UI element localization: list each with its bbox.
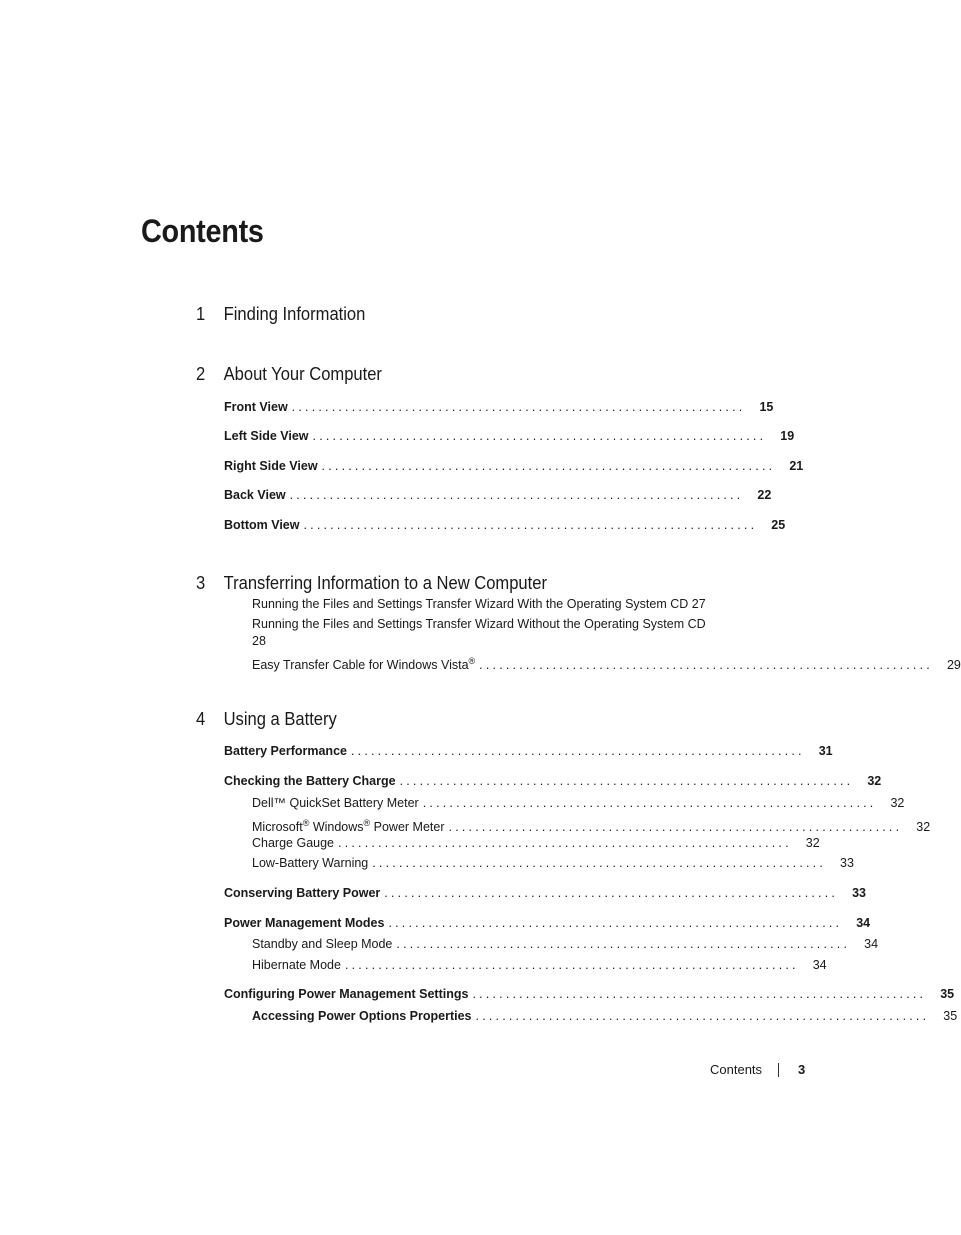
toc-entry-label: Dell™ QuickSet Battery Meter bbox=[252, 796, 419, 810]
toc-entry-battery-performance[interactable] bbox=[224, 744, 833, 759]
toc-entry-label: Microsoft® Windows® Power Meter bbox=[252, 818, 445, 835]
toc-entry-label: Right Side View bbox=[224, 459, 318, 473]
toc-entry-page: 35 bbox=[943, 1009, 958, 1023]
chapter-number: 2 bbox=[196, 364, 206, 384]
chapter-title: About Your Computer bbox=[223, 364, 382, 384]
dot-leader: .................................................................... bbox=[344, 958, 799, 972]
dot-leader: .................................................................... bbox=[372, 856, 827, 870]
dot-leader: .................................................................... bbox=[291, 400, 746, 414]
toc-entry-page: 25 bbox=[771, 518, 786, 532]
dot-leader: .................................................................... bbox=[350, 744, 805, 758]
footer-page-number: 3 bbox=[798, 1062, 806, 1077]
toc-entry-page: 22 bbox=[757, 488, 772, 502]
toc-entry-page: 28 bbox=[252, 634, 266, 648]
chapter-heading-4[interactable] bbox=[196, 709, 674, 730]
toc-entry-right-side-view[interactable] bbox=[224, 459, 804, 474]
dot-leader: .................................................................... bbox=[479, 658, 933, 673]
toc-entry-label: Power Management Modes bbox=[224, 916, 385, 930]
toc-entry-page: 31 bbox=[818, 744, 833, 758]
toc-entry-label: Front View bbox=[224, 400, 288, 414]
toc-entry-page: 34 bbox=[812, 958, 827, 972]
chapter-number: 3 bbox=[196, 573, 206, 593]
toc-entry-conserving-battery-power[interactable] bbox=[224, 886, 866, 901]
toc-entry-label: Back View bbox=[224, 488, 286, 502]
toc-entry-transfer-with-cd[interactable]: Running the Files and Settings Transfer Wizard With the Operating System CD 27 bbox=[252, 597, 706, 611]
toc-entry-hibernate-mode[interactable] bbox=[252, 958, 827, 973]
toc-entry-page: 32 bbox=[890, 796, 905, 810]
footer-section-label: Contents bbox=[710, 1062, 763, 1077]
toc-entry-page: 32 bbox=[867, 774, 882, 788]
toc-entry-page: 32 bbox=[916, 820, 931, 835]
registered-mark: ® bbox=[468, 656, 476, 666]
dot-leader: .................................................................... bbox=[399, 774, 854, 788]
toc-entry-label: Easy Transfer Cable for Windows Vista® bbox=[252, 656, 476, 673]
toc-entry-quickset-battery-meter[interactable] bbox=[252, 796, 905, 811]
chapter-heading-2[interactable] bbox=[196, 364, 674, 385]
toc-entry-label: Standby and Sleep Mode bbox=[252, 937, 393, 951]
toc-entry-page: 32 bbox=[805, 836, 820, 850]
dot-leader: .................................................................... bbox=[321, 459, 776, 473]
toc-entry-page: 29 bbox=[946, 658, 961, 673]
toc-entry-back-view[interactable] bbox=[224, 488, 772, 503]
toc-entry-label: Low-Battery Warning bbox=[252, 856, 369, 870]
toc-entry-low-battery-warning[interactable] bbox=[252, 856, 854, 871]
footer-divider bbox=[778, 1063, 779, 1077]
toc-entry-label: Hibernate Mode bbox=[252, 958, 341, 972]
dot-leader: .................................................................... bbox=[338, 836, 792, 850]
toc-entry-left-side-view[interactable] bbox=[224, 429, 795, 444]
toc-entry-bottom-view[interactable] bbox=[224, 518, 786, 533]
toc-entry-accessing-power-options[interactable] bbox=[252, 1009, 958, 1024]
toc-entry-configuring-power-settings[interactable] bbox=[224, 987, 955, 1002]
toc-entry-front-view[interactable] bbox=[224, 400, 774, 415]
toc-entry-label: Conserving Battery Power bbox=[224, 886, 381, 900]
dot-leader: .................................................................... bbox=[448, 820, 903, 835]
toc-entry-page: 34 bbox=[864, 937, 879, 951]
toc-entry-windows-power-meter[interactable] bbox=[252, 816, 931, 835]
toc-entry-page: 19 bbox=[780, 429, 795, 443]
toc-entry-page: 33 bbox=[840, 856, 854, 870]
toc-entry-page: 33 bbox=[852, 886, 866, 900]
toc-entry-label: Accessing Power Options Properties bbox=[252, 1009, 472, 1023]
dot-leader: .................................................................... bbox=[303, 518, 758, 532]
dot-leader: .................................................................... bbox=[472, 987, 927, 1001]
toc-entry-page: 15 bbox=[759, 400, 774, 414]
dot-leader: .................................................................... bbox=[388, 916, 843, 930]
toc-entry-transfer-without-cd[interactable] bbox=[252, 616, 712, 650]
toc-entry-label: Configuring Power Management Settings bbox=[224, 987, 469, 1001]
toc-entry-power-management-modes[interactable] bbox=[224, 916, 871, 931]
dot-leader: .................................................................... bbox=[396, 937, 851, 951]
chapter-number: 4 bbox=[196, 709, 206, 729]
dot-leader: .................................................................... bbox=[289, 488, 744, 502]
chapter-title: Transferring Information to a New Computer bbox=[223, 573, 547, 593]
chapter-title: Using a Battery bbox=[223, 709, 337, 729]
toc-entry-label: Charge Gauge bbox=[252, 836, 335, 850]
dot-leader: .................................................................... bbox=[384, 886, 839, 900]
page-title: Contents bbox=[141, 213, 264, 249]
toc-entry-charge-gauge[interactable] bbox=[252, 836, 820, 851]
chapter-heading-3[interactable] bbox=[196, 573, 674, 594]
chapter-title: Finding Information bbox=[223, 304, 366, 324]
toc-entry-label: Left Side View bbox=[224, 429, 309, 443]
toc-entry-label: Bottom View bbox=[224, 518, 300, 532]
toc-entry-label: Checking the Battery Charge bbox=[224, 774, 396, 788]
toc-entry-page: 35 bbox=[940, 987, 955, 1001]
chapter-heading-1[interactable] bbox=[196, 304, 674, 325]
toc-entry-label: Battery Performance bbox=[224, 744, 347, 758]
chapter-number: 1 bbox=[196, 304, 206, 324]
dot-leader: .................................................................... bbox=[475, 1009, 930, 1023]
registered-mark: ® bbox=[302, 818, 310, 828]
registered-mark: ® bbox=[363, 818, 371, 828]
toc-entry-easy-transfer-cable[interactable] bbox=[252, 654, 961, 673]
toc-entry-page: 34 bbox=[856, 916, 871, 930]
toc-entry-standby-sleep-mode[interactable] bbox=[252, 937, 879, 952]
dot-leader: .................................................................... bbox=[422, 796, 877, 810]
toc-entry-label: Running the Files and Settings Transfer Wizard Without the Operating System CD bbox=[252, 617, 706, 631]
dot-leader: .................................................................... bbox=[312, 429, 767, 443]
toc-entry-checking-battery-charge[interactable] bbox=[224, 774, 882, 789]
toc-entry-page: 21 bbox=[789, 459, 804, 473]
